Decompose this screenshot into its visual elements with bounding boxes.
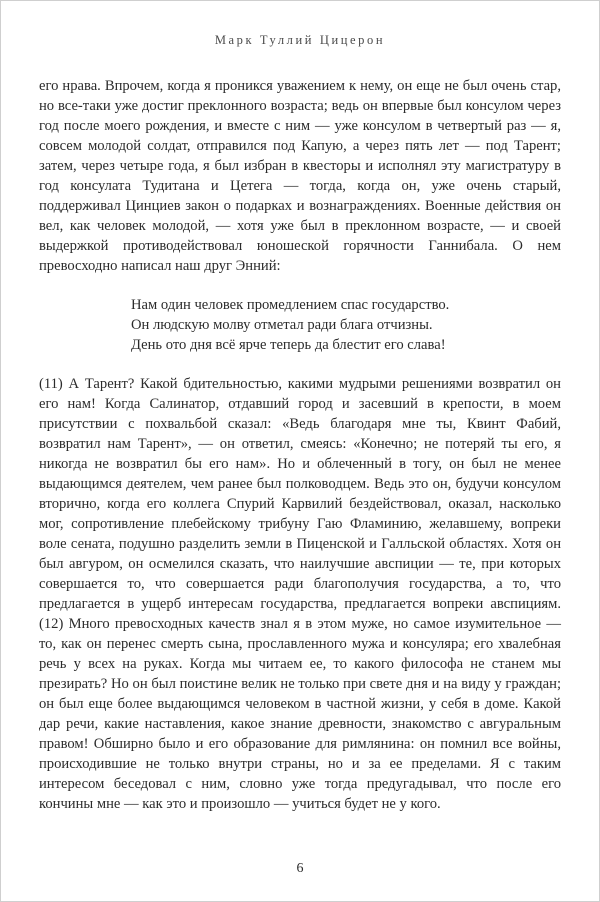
- verse-line: День ото дня всё ярче теперь да блестит его слава!: [131, 337, 446, 353]
- verse-block: [131, 295, 561, 355]
- page-body: [39, 76, 561, 814]
- verse-line: Нам один человек промедлением спас государство.: [131, 297, 450, 313]
- paragraph: его нрава. Впрочем, когда я проникся уважением к нему, он еще не был очень стар, но все-таки уже достиг преклонного возраста; ведь он впервые был консулом через год после моего рождения, и вместе с ним — уже консулом в четвертый раз — я, совсем молодой солдат, отправился под Капую, а через пять лет — под Тарент; затем, через четыре года, я был избран в квесторы и исполнял эту магистратуру в год консулата Тудитана и Цетега — тогда, когда он, уже очень старый, поддерживал Цинциев закон о подарках и вознаграждениях. Военные действия он вел, как человек молодой, — хотя уже был в преклонном возрасте, — и своей выдержкой противодействовал юношеской горячности Ганнибала. О нем превосходно написал наш друг Энний:: [39, 78, 561, 274]
- page-number: 6: [296, 861, 304, 876]
- running-header: Марк Туллий Цицерон: [214, 33, 386, 47]
- verse-line: Он людскую молву отметал ради блага отчизны.: [131, 317, 433, 333]
- paragraph: (11) А Тарент? Какой бдительностью, какими мудрыми решениями возвратил он его нам! Когда Салинатор, отдавший город и засевший в крепости, в моем присутствии с похвальбой сказал: «Ведь благодаря мне ты, Квинт Фабий, возвратил нам Тарент», — он ответил, смеясь: «Конечно; не потеряй ты его, я никогда не возвратил бы его нам». Но и облеченный в тогу, он был не менее выдающимся деятелем, чем ранее был полководцем. Ведь это он, будучи консулом вторично, когда его коллега Спурий Карвилий бездействовал, оказал, насколько мог, сопротивление плебейскому трибуну Гаю Фламинию, желавшему, вопреки воле сената, подушно разделить земли в Пиценской и Галльской областях. Хотя он был авгуром, он осмелился сказать, что наилучшие авспиции — те, при которых совершается то, что совершается ради благополучия государства, а то, что предлагается в ущерб интересам государства, предлагается вопреки авспициям. (12) Много превосходных качеств знал я в этом муже, но самое изумительное — то, как он перенес смерть сына, прославленного мужа и консуляра; его хвалебная речь у всех на руках. Когда мы читаем ее, то какого философа не станем мы презирать? Но он был поистине велик не только при свете дня и на виду у граждан; он был еще более выдающимся человеком в частной жизни, у себя в доме. Какой дар речи, какие наставления, какое знание древности, знакомство с авгуральным правом! Обширно было и его образование для римлянина: он помнил все войны, происходившие не только внутри страны, но и за ее пределами. Я с таким интересом беседовал с ним, словно уже тогда предугадывал, что после его кончины мне — как это и произошло — учиться будет не у кого.: [39, 376, 561, 812]
